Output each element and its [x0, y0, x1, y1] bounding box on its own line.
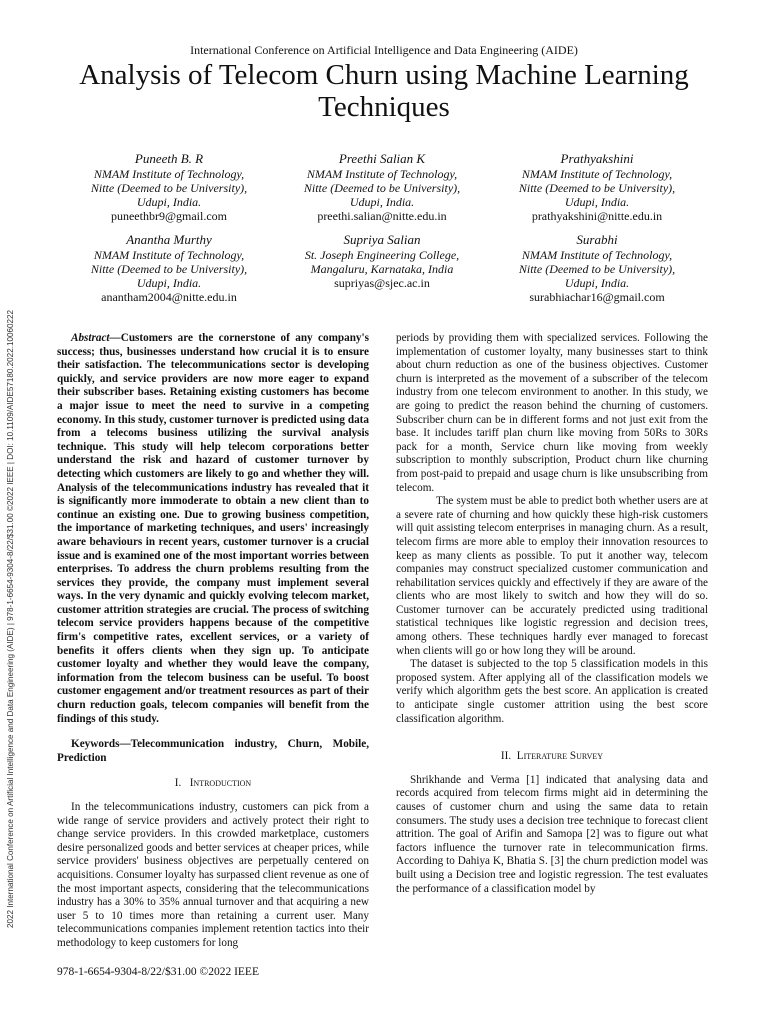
literature-survey-paragraph: Shrikhande and Verma [1] indicated that analysing data and records acquired from telecom firms might aid in determining the causes of customer churn and using the same data to retain consumers. The study uses a decision tree technique to forecast client attrition. The goal of Arifin and Samopa [2] was to figure out what factors influence the turnover rate in telecommunication firms. According to Dahiya K, Bhatia S. [3] the churn prediction model was built using a Decision tree and logistic regression. The test evaluates the performance of a classification model by — [396, 773, 708, 895]
section-heading-introduction: I. Introduction — [174, 777, 252, 790]
abstract-label: Abstract— — [71, 332, 121, 344]
author-affiliation: NMAM Institute of Technology, — [521, 248, 673, 262]
author-affiliation: Udupi, India. — [349, 195, 415, 209]
introduction-paragraph: periods by providing them with specialized services. Following the implementation of customer loyalty, many businesses start to think about churn reduction as one of the business objectives. Customer churn is interpreted as the movement of a subscriber of the telecom industry from one telecom environment to another. In this study, we are going to predict the reason behind the churning of customers. Subscriber churn can be in different forms and not just exit from the base. It includes tariff plan churn like moving from 50Rs to 30Rs pack for a month, Service churn like moving from weekly subscription to monthly subscription, Product churn like churning from post-paid to prepaid and usage churn is like unsubscribing from telecom. — [396, 332, 708, 494]
author-name: Anantha Murthy — [126, 232, 212, 247]
left-column — [57, 332, 369, 951]
author-affiliation: Nitte (Deemed to be University), — [303, 181, 461, 195]
author-affiliation: Nitte (Deemed to be University), — [518, 262, 676, 276]
author-block — [472, 151, 722, 223]
author-email: supriyas@sjec.ac.in — [334, 276, 430, 290]
author-affiliation: St. Joseph Engineering College, — [304, 248, 460, 262]
author-name: Prathyakshini — [560, 151, 634, 166]
introduction-paragraph: In the telecommunications industry, customers can pick from a wide range of service providers and actively protect their right to change service providers. In this crowded marketplace, customers desire personalized goods and better services at cheaper prices, while service providers' business objectives are perpetually centered on acquisitions. Consumer loyalty has surpassed client revenue as one of the most important aspects, considering that the telecommunications industry has a 30% to 35% annual turnover and that acquiring a new user 5 to 10 times more than retaining a current user. Many telecommunications companies implement retention tactics into their methodology to keep customers for long — [57, 801, 369, 949]
keywords: Keywords—Telecommunication industry, Churn, Mobile, Prediction — [57, 738, 369, 764]
author-email: surabhiachar16@gmail.com — [529, 290, 665, 304]
paper-title: Analysis of Telecom Churn using Machine Learning Techniques — [79, 59, 689, 123]
introduction-paragraph: The system must be able to predict both whether users are at a severe rate of churning and how quickly these high-risk customers will quit assisting telecom enterprises in managing churn. As a result, telecom firms are more able to employ their innovation resources to keep as many clients as possible. To put it another way, telecom companies may construct specialized customer communication and rehabilitation services quickly and effectively if they are aware of the clients who are most likely to switch and how they will do so. Customer turnover can be accurately predicted using traditional statistical techniques like logistic regression and decision trees, among others. These techniques hardly ever managed to forecast when clients will go or how long they will be around. — [396, 495, 708, 657]
author-affiliation: Udupi, India. — [564, 195, 630, 209]
author-affiliation: NMAM Institute of Technology, — [93, 248, 245, 262]
author-block — [257, 151, 507, 223]
introduction-paragraph: The dataset is subjected to the top 5 classification models in this proposed system. After applying all of the classification models we verify which algorithm gets the best score. An application is created to anticipate single customer attrition using the best score classification algorithm. — [396, 658, 708, 725]
author-affiliation: NMAM Institute of Technology, — [93, 167, 245, 181]
author-affiliation: Udupi, India. — [564, 276, 630, 290]
copyright-footer: 978-1-6654-9304-8/22/$31.00 ©2022 IEEE — [57, 966, 259, 978]
author-name: Surabhi — [576, 232, 618, 247]
author-block — [472, 232, 722, 304]
author-affiliation: NMAM Institute of Technology, — [521, 167, 673, 181]
author-affiliation: Nitte (Deemed to be University), — [90, 181, 248, 195]
document-identifier: 2022 International Conference on Artificial Intelligence and Data Engineering (AIDE) | 978-1-6654-9304-8/22/$31.00 ©2022 IEEE | DOI: 10.1109/AIDE57180.2022.10060222 — [6, 310, 15, 928]
document-identifier-sidebar — [6, 268, 18, 970]
author-affiliation: NMAM Institute of Technology, — [306, 167, 458, 181]
conference-name: International Conference on Artificial Intelligence and Data Engineering (AIDE) — [190, 43, 578, 57]
abstract — [57, 332, 369, 726]
right-column — [396, 332, 708, 896]
section-heading-literature-survey: II. Literature Survey — [500, 750, 604, 763]
author-email: prathyakshini@nitte.edu.in — [531, 209, 663, 223]
author-affiliation: Udupi, India. — [136, 276, 202, 290]
author-email: puneethbr9@gmail.com — [110, 209, 228, 223]
author-affiliation: Nitte (Deemed to be University), — [518, 181, 676, 195]
author-email: anantham2004@nitte.edu.in — [101, 290, 237, 304]
author-name: Preethi Salian K — [338, 151, 426, 166]
author-affiliation: Udupi, India. — [136, 195, 202, 209]
author-email: preethi.salian@nitte.edu.in — [317, 209, 447, 223]
abstract-text: Customers are the cornerstone of any company's success; thus, businesses understand how crucial it is to ensure their satisfaction. The telecommunications sector is developing quickly, and service providers are now more eager to expand their subscriber bases. Retaining existing customers has become a major issue to meet the need to survive in a competing economy. In this study, customer turnover is predicted using data from a telecoms business utilizing the survival analysis technique. This study will help telecom corporations better understand the risk and hazard of customer turnover by detecting which customers are likely to go and whether they will. Analysis of the telecommunications industry has revealed that it is significantly more immoderate to obtain a new client than to continue an existing one. Due to growing business competition, the importance of marketing techniques, and users' increasingly aware behaviours in recent years, customer turnover is a crucial issue and is examined one of the most important worries between enterprises. To address the churn problems resulting from the services they provide, the company must implement several ways. In the very dynamic and quickly evolving telecom market, customer attrition strategies are crucial. The process of switching telecom service providers happens because of the competitive firm's competitive rates, excellent services, or a variety of benefits it offers clients when they sign up. To anticipate customer loyalty and whether they would leave the company, information from the telecom business can be useful. To boost customer engagement and/or treatment resources as part of their churn reduction goals, telecom companies will benefit from the findings of this study. — [57, 332, 369, 725]
author-affiliation: Nitte (Deemed to be University), — [90, 262, 248, 276]
author-name: Supriya Salian — [343, 232, 421, 247]
author-affiliation: Mangaluru, Karnataka, India — [310, 262, 454, 276]
author-name: Puneeth B. R — [134, 151, 204, 166]
